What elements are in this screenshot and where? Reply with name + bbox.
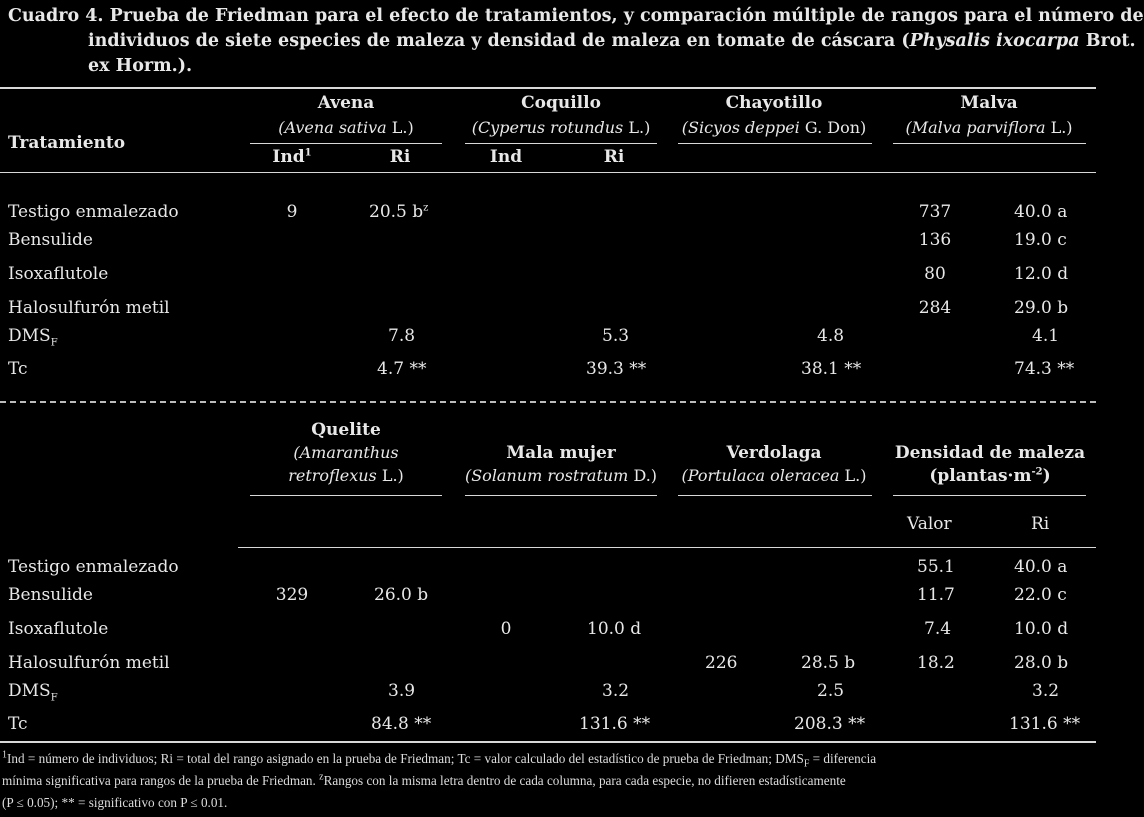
header-bottom-rule <box>0 172 1096 173</box>
species-header-chayotillo: Chayotillo <box>725 93 823 113</box>
species-header-avena: Avena <box>317 93 375 113</box>
caption-line-3: ex Horm.). <box>88 56 193 76</box>
cell-densidad-ri: 10.0 d <box>1014 619 1069 639</box>
cell-malva-ind: 284 <box>918 298 952 318</box>
subheader-valor: Valor <box>907 514 952 534</box>
cell-tc-verdolaga: 208.3 ** <box>794 714 866 734</box>
subheader-ind-coquillo: Ind <box>489 147 523 167</box>
malva-underline <box>893 143 1086 144</box>
avena-underline <box>250 143 442 144</box>
densidad-underline <box>893 495 1086 496</box>
subheader-ri-densidad: Ri <box>1031 514 1050 534</box>
coquillo-underline <box>465 143 657 144</box>
row-header-tratamiento: Tratamiento <box>8 133 126 153</box>
row-label-halosulfuron: Halosulfurón metil <box>8 298 170 318</box>
cell-mala-mujer-ri: 10.0 d <box>587 619 642 639</box>
cell-verdolaga-ind: 226 <box>705 653 738 673</box>
cell-tc-chayotillo: 38.1 ** <box>801 359 862 379</box>
species-header-mala-mujer: Mala mujer <box>506 443 616 463</box>
species-header-malva: Malva <box>960 93 1018 113</box>
cell-quelite-ind: 329 <box>275 585 309 605</box>
cell-malva-ind: 136 <box>918 230 952 250</box>
caption-line-1: Cuadro 4. Prueba de Friedman para el efecto de tratamientos, y comparación múltiple de rangos para el número de <box>8 6 1144 26</box>
table-caption <box>8 4 1144 79</box>
cell-dms-densidad: 3.2 <box>1032 681 1060 701</box>
cell-dms-coquillo: 5.3 <box>602 326 630 346</box>
caption-label: Cuadro 4. <box>8 6 104 26</box>
cell-dms-avena: 7.8 <box>388 326 416 346</box>
cell-densidad-ri: 22.0 c <box>1014 585 1067 605</box>
row-label-testigo: Testigo enmalezado <box>8 202 179 222</box>
row-label-bensulide: Bensulide <box>8 585 93 605</box>
table-bottom-rule <box>0 741 1096 743</box>
species-sci-avena: (Avena sativa L.) <box>278 118 414 137</box>
species-sci-mala-mujer: (Solanum rostratum D.) <box>464 466 658 485</box>
species-sci-chayotillo: (Sicyos deppei G. Don) <box>681 118 867 137</box>
cell-densidad-ri: 40.0 a <box>1014 557 1068 577</box>
footnote-line-1: $^1$Ind = número de individuos; Ri = total del rango asignado en la prueba de Friedman; Tc = valor calculado del estadístico de prueba de Friedman; $DMS_F$ = diferencia <box>2 749 877 770</box>
chayotillo-underline <box>678 143 872 144</box>
row-label-testigo: Testigo enmalezado <box>8 557 179 577</box>
cell-dms-mala-mujer: 3.2 <box>602 681 630 701</box>
subheader-ind-avena: Ind$^1$ <box>272 147 312 167</box>
cell-malva-ind: 737 <box>918 202 952 222</box>
cell-avena-ri: 20.5 $b^z$ <box>369 202 429 222</box>
cell-tc-malva: 74.3 ** <box>1014 359 1075 379</box>
cell-malva-ri: 12.0 d <box>1014 264 1069 284</box>
cell-malva-ri: 19.0 c <box>1014 230 1067 250</box>
species-header-densidad: Densidad de maleza <box>894 443 1086 463</box>
cell-densidad-valor: 55.1 <box>917 557 955 577</box>
cell-dms-malva: 4.1 <box>1032 326 1060 346</box>
cell-malva-ri: 29.0 b <box>1014 298 1069 318</box>
cell-tc-densidad: 131.6 ** <box>1009 714 1081 734</box>
cell-dms-verdolaga: 2.5 <box>817 681 845 701</box>
section-divider <box>0 401 1096 403</box>
cell-dms-chayotillo: 4.8 <box>817 326 845 346</box>
subheader-ri-coquillo: Ri <box>603 147 625 167</box>
species-header-verdolaga: Verdolaga <box>726 443 822 463</box>
footnote-line-2: mínima significativa para rangos de la prueba de Friedman. $^z$Rangos con la misma letra dentro de cada columna, para cada especie, no difieren estadísticamente <box>2 771 846 788</box>
verdolaga-underline <box>678 495 872 496</box>
species-sci-malva: (Malva parviflora L.) <box>905 118 1073 137</box>
cell-malva-ind: 80 <box>924 264 946 284</box>
cell-dms-quelite: 3.9 <box>388 681 416 701</box>
cell-quelite-ri: 26.0 b <box>374 585 429 605</box>
cell-tc-avena: 4.7 ** <box>377 359 427 379</box>
cell-densidad-valor: 18.2 <box>917 653 955 673</box>
row-label-isoxaflutole: Isoxaflutole <box>8 264 109 284</box>
row-label-tc: Tc <box>8 714 28 734</box>
row-label-halosulfuron: Halosulfurón metil <box>8 653 170 673</box>
cell-tc-quelite: 84.8 ** <box>371 714 432 734</box>
table2-header-bottom-rule <box>238 547 1096 548</box>
cell-densidad-valor: 11.7 <box>917 585 955 605</box>
row-label-bensulide: Bensulide <box>8 230 93 250</box>
subheader-ri-avena: Ri <box>389 147 411 167</box>
caption-line-2: individuos de siete especies de maleza y densidad de maleza en tomate de cáscara (Physalis ixocarpa Brot. <box>88 31 1136 51</box>
table-top-rule <box>0 87 1096 89</box>
footnote-line-3: (P ≤ 0.05); ** = significativo con P ≤ 0.01. <box>2 795 228 810</box>
species-sci-quelite-1: (Amaranthus <box>293 443 399 462</box>
quelite-underline <box>250 495 442 496</box>
cell-avena-ind: 9 <box>286 202 298 222</box>
mala-mujer-underline <box>465 495 657 496</box>
cell-densidad-valor: 7.4 <box>924 619 952 639</box>
species-sci-coquillo: (Cyperus rotundus L.) <box>471 118 651 137</box>
cell-mala-mujer-ind: 0 <box>500 619 512 639</box>
cell-tc-coquillo: 39.3 ** <box>586 359 647 379</box>
row-label-isoxaflutole: Isoxaflutole <box>8 619 109 639</box>
cell-verdolaga-ri: 28.5 b <box>801 653 856 673</box>
species-header-coquillo: Coquillo <box>521 93 601 113</box>
species-sci-verdolaga: (Portulaca oleracea L.) <box>681 466 867 485</box>
densidad-unit: $(plantas\cdot m^{-2})$ <box>929 466 1051 486</box>
row-label-dms: $DMS_F$ <box>8 681 58 704</box>
cell-densidad-ri: 28.0 b <box>1014 653 1069 673</box>
row-label-dms: $DMS_F$ <box>8 326 58 349</box>
cell-tc-mala-mujer: 131.6 ** <box>579 714 651 734</box>
cell-malva-ri: 40.0 a <box>1014 202 1068 222</box>
row-label-tc: Tc <box>8 359 28 379</box>
species-header-quelite: Quelite <box>311 420 381 440</box>
species-sci-quelite-2: retroflexus L.) <box>288 466 404 485</box>
